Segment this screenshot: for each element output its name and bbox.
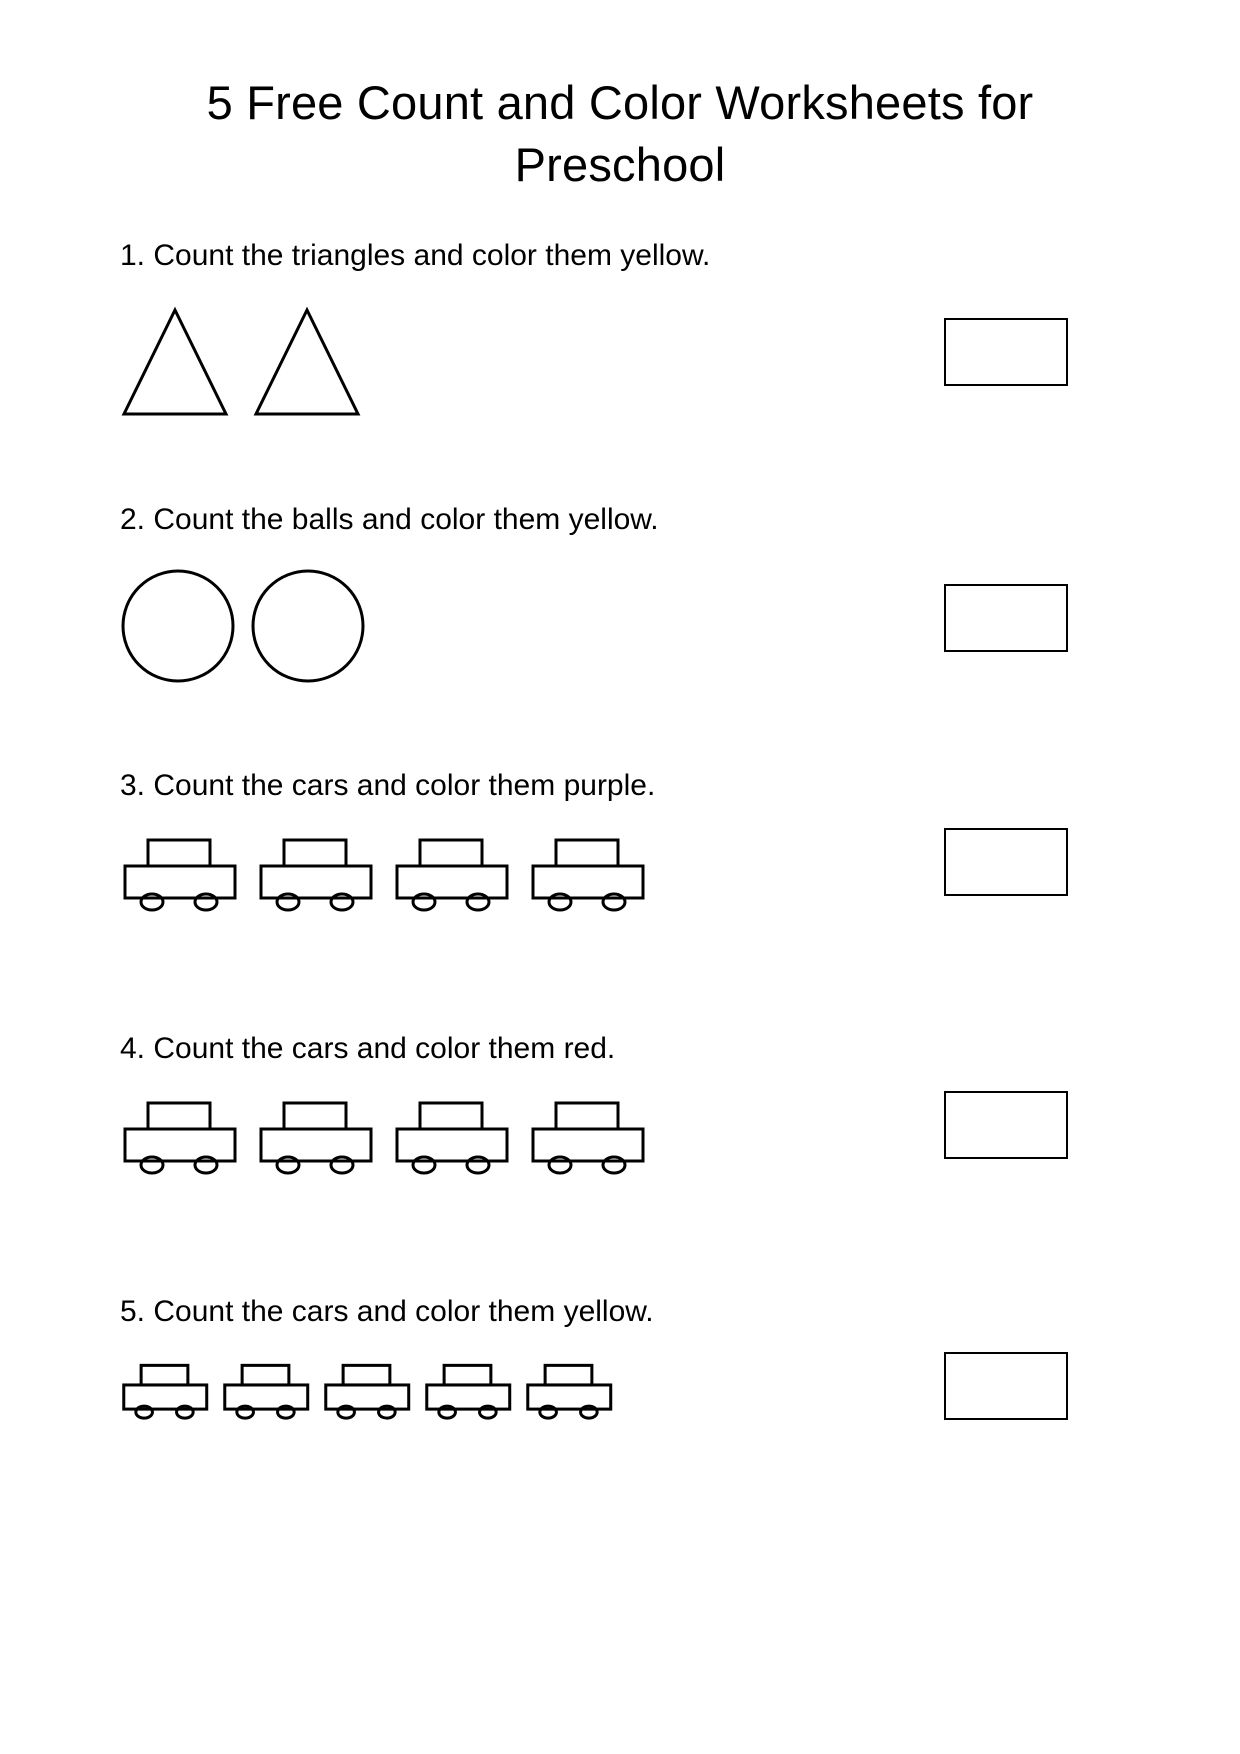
- car-shape[interactable]: [120, 836, 242, 917]
- task-1-body: [120, 296, 1200, 426]
- task-4-prompt: 4. Count the cars and color them red.: [120, 1032, 616, 1066]
- task-3-answer-box[interactable]: [944, 828, 1068, 896]
- circle-shape[interactable]: [250, 568, 366, 689]
- task-4-answer-box[interactable]: [944, 1091, 1068, 1159]
- car-shape[interactable]: [120, 1099, 242, 1180]
- task-4: [0, 1031, 1240, 1199]
- task-2-answer-box[interactable]: [944, 584, 1068, 652]
- task-2-prompt: 2. Count the balls and color them yellow.: [120, 503, 659, 537]
- task-5-answer-box[interactable]: [944, 1352, 1068, 1420]
- task-2-shapes: [120, 568, 366, 689]
- task-5-shapes: [120, 1362, 616, 1425]
- task-4-shapes: [120, 1099, 650, 1180]
- task-4-body: [120, 1089, 1200, 1199]
- car-shape[interactable]: [423, 1362, 515, 1425]
- task-3-prompt: 3. Count the cars and color them purple.: [120, 769, 656, 803]
- task-2: [0, 502, 1240, 690]
- car-shape[interactable]: [120, 1362, 212, 1425]
- car-shape[interactable]: [392, 1099, 514, 1180]
- task-1-answer-box[interactable]: [944, 318, 1068, 386]
- car-shape[interactable]: [221, 1362, 313, 1425]
- task-1-prompt: 1. Count the triangles and color them yellow.: [120, 239, 711, 273]
- task-5-prompt: 5. Count the cars and color them yellow.: [120, 1295, 654, 1329]
- page-title: 5 Free Count and Color Worksheets for Preschool: [206, 76, 1034, 192]
- task-1: [0, 238, 1240, 426]
- car-shape[interactable]: [524, 1362, 616, 1425]
- task-3-shapes: [120, 836, 650, 917]
- task-3: [0, 768, 1240, 936]
- car-shape[interactable]: [392, 836, 514, 917]
- task-5: [0, 1294, 1240, 1452]
- task-3-body: [120, 826, 1200, 936]
- car-shape[interactable]: [256, 1099, 378, 1180]
- triangle-shape[interactable]: [120, 306, 230, 423]
- car-shape[interactable]: [528, 836, 650, 917]
- car-shape[interactable]: [322, 1362, 414, 1425]
- triangle-shape[interactable]: [252, 306, 362, 423]
- task-5-body: [120, 1352, 1200, 1452]
- circle-shape[interactable]: [120, 568, 236, 689]
- car-shape[interactable]: [528, 1099, 650, 1180]
- task-2-body: [120, 560, 1200, 690]
- task-1-shapes: [120, 306, 362, 423]
- car-shape[interactable]: [256, 836, 378, 917]
